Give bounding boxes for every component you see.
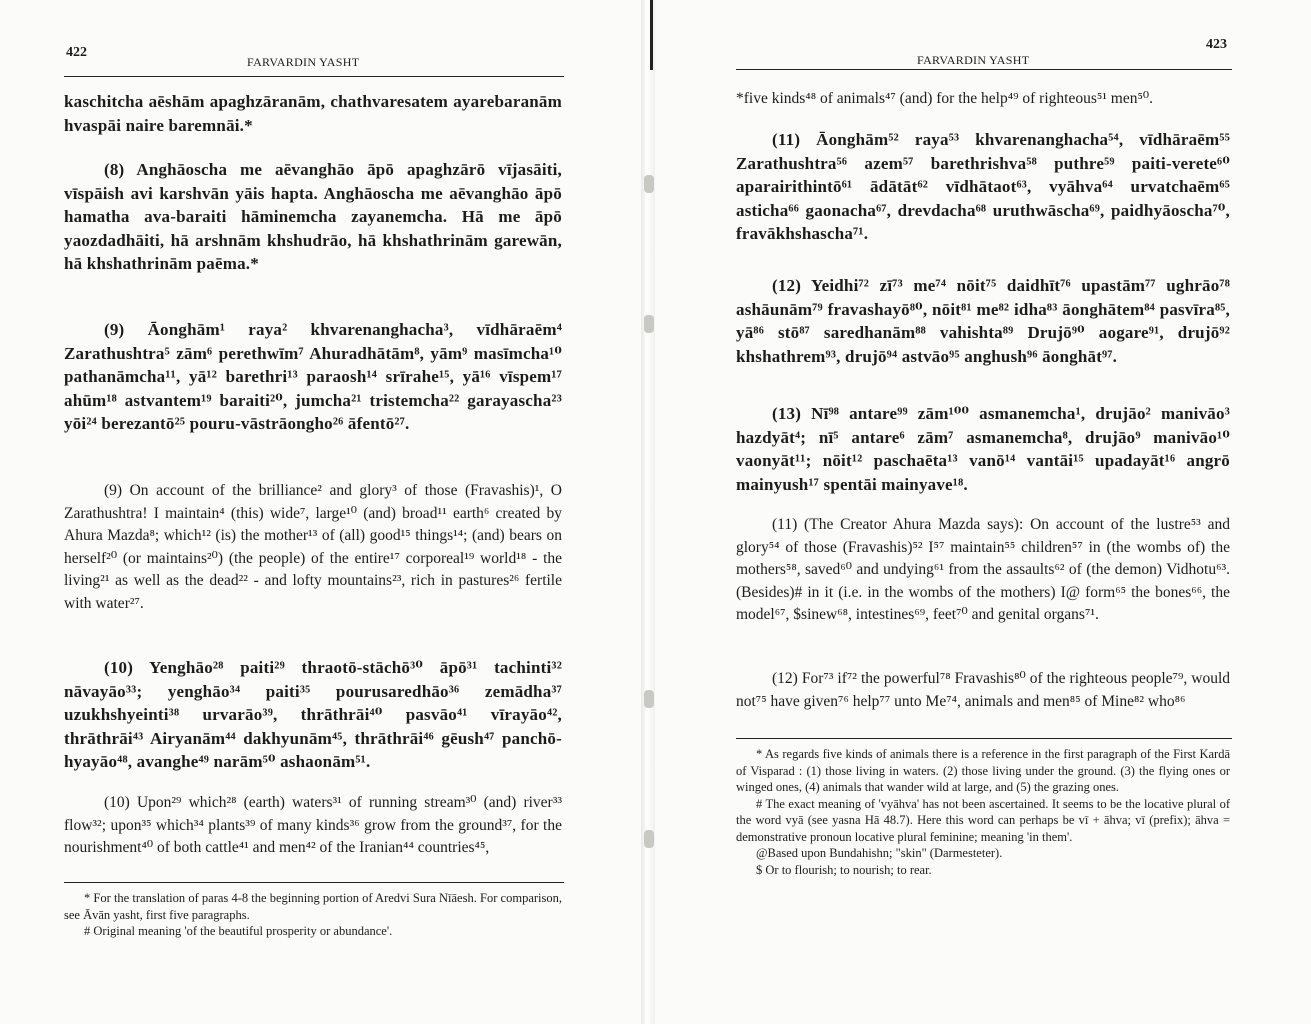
- gutter-shadow: [644, 315, 654, 333]
- left-page: [0, 0, 640, 1024]
- footnote: * As regards five kinds of animals there is a reference in the first paragraph of the First Kardā of Visparad : (1) those living in waters. (2) those living under the ground. (3) the flying ones or winged ones, (4) animals that wander wild at large, and (5) the grazing ones.: [736, 747, 1230, 794]
- footnote: # Original meaning 'of the beautiful prosperity or abundance'.: [84, 924, 393, 938]
- running-head: FARVARDIN YASHT: [917, 53, 1030, 67]
- avestan-paragraph: (9) Āonghām¹ raya² khvarenanghacha³, vīdhāraēm⁴ Zarathushtra⁵ zām⁶ perethwīm⁷ Ahuradhātām⁸, yām⁹ masīmcha¹⁰ pathanāmcha¹¹, yā¹² barethri¹³ paraosh¹⁴ srīrahe¹⁵, yā¹⁶ vīspem¹⁷ ahūm¹⁸ astvantem¹⁹ baraiti²⁰, jumcha²¹ tristemcha²² garayascha²³ yōi²⁴ berezantō²⁵ pouru-vāstrāongho²⁶ āfentō²⁷.: [64, 320, 562, 433]
- footnote-rule: [736, 738, 1232, 739]
- page-number: 423: [1206, 37, 1227, 52]
- translation-paragraph: (11) (The Creator Ahura Mazda says): On account of the lustre⁵³ and glory⁵⁴ of those (Fravashis)⁵² I⁵⁷ maintain⁵⁵ children⁵⁷ in (the wombs of) the mothers⁵⁸, saved⁶⁰ and undying⁶¹ from the assaults⁶² of (the demon) Vidhotu⁶³. (Besides)# in it (i.e. in the wombs of the mothers) I@ form⁶⁵ the bones⁶⁶, the model⁶⁷, $sinew⁶⁸, intestines⁶⁹, feet⁷⁰ and genital organs⁷¹.: [736, 516, 1230, 623]
- gutter-shadow: [644, 830, 654, 848]
- right-page: [655, 0, 1311, 1024]
- avestan-paragraph: (11) Āonghām⁵² raya⁵³ khvarenanghacha⁵⁴, vīdhāraēm⁵⁵ Zarathushtra⁵⁶ azem⁵⁷ barethrishva⁵⁸ puthre⁵⁹ paiti-verete⁶⁰ aparairithintō⁶¹ ādātāt⁶² vīdhātaot⁶³, vyāhva⁶⁴ urvatchaēm⁶⁵ asticha⁶⁶ gaonacha⁶⁷, drevdacha⁶⁸ uruthwāscha⁶⁹, paidhyāoscha⁷⁰, fravākhshascha⁷¹.: [736, 130, 1230, 243]
- page-number: 422: [66, 45, 87, 60]
- avestan-paragraph: (10) Yenghāo²⁸ paiti²⁹ thraotō-stāchō³⁰ āpō³¹ tachinti³² nāvayāo³³; yenghāo³⁴ paiti³⁵ pourusaredhāo³⁶ zemādha³⁷ uzukhshyeinti³⁸ urvarāo³⁹, thrāthrāi⁴⁰ pasvāo⁴¹ vīrayāo⁴², thrāthrāi⁴³ Airyanām⁴⁴ dakhyunām⁴⁵, thrāthrāi⁴⁶ gēush⁴⁷ panchō-hyayāo⁴⁸, avanghe⁴⁹ narām⁵⁰ ashaonām⁵¹.: [64, 658, 562, 771]
- translation-paragraph: *five kinds⁴⁸ of animals⁴⁷ (and) for the help⁴⁹ of righteous⁵¹ men⁵⁰.: [736, 90, 1153, 107]
- book-gutter: [641, 0, 655, 1024]
- header-rule: [736, 69, 1232, 70]
- footnotes: [64, 890, 562, 940]
- running-head: FARVARDIN YASHT: [247, 55, 360, 69]
- footnote: $ Or to flourish; to nourish; to rear.: [756, 862, 932, 877]
- avestan-paragraph: (8) Anghāoscha me aēvanghāo āpō apaghzārō vījasāiti, vīspāish avi karshvān yāis hapta. Anghāoscha me aēvanghāo āpō hamatha ava-baraiti hāminemcha zayanemcha. Hā me āpō yaozdadhāiti, hā arshnām khshudrāo, hā khshathrinām garewān, hā khshathrinām paēma.*: [64, 160, 562, 273]
- gutter-edge-mark: [650, 0, 653, 70]
- header-rule: [64, 76, 564, 77]
- footnote: # The exact meaning of 'vyāhva' has not been ascertained. It seems to be the locative plural of the word vyā (see yasna Hā 48.7). Here this word can perhaps be vī + āhva; vī (prefix); āhva = demonstrative pronoun locative plural feminine; meaning 'in them'.: [736, 796, 1230, 844]
- avestan-paragraph: (12) Yeidhi⁷² zī⁷³ me⁷⁴ nōit⁷⁵ daidhīt⁷⁶ upastām⁷⁷ ughrāo⁷⁸ ashāunām⁷⁹ fravashayō⁸⁰, nōit⁸¹ me⁸² idha⁸³ āonghātem⁸⁴ pasvīra⁸⁵, yā⁸⁶ stō⁸⁷ saredhanām⁸⁸ vahishta⁸⁹ Drujō⁹⁰ aogare⁹¹, drujō⁹² khshathrem⁹³, drujō⁹⁴ astvāo⁹⁵ anghush⁹⁶ āonghāt⁹⁷.: [736, 276, 1230, 366]
- translation-paragraph: (9) On account of the brilliance² and glory³ of those (Fravashis)¹, O Zarathushtra! I maintain⁴ (this) wide⁷, large¹⁰ (and) broad¹¹ earth⁶ created by Ahura Mazda⁸; which¹² (is) the mother¹³ of (all) good¹⁵ things¹⁴; (and) bears on herself²⁰ (or maintains²⁰) (the people) of the entire¹⁷ corporeal¹⁹ world¹⁸ - the living²¹ as well as the dead²² - and lofty mountains²³, rich in pastures²⁶ fertile with water²⁷.: [64, 482, 562, 612]
- gutter-shadow: [644, 690, 654, 708]
- gutter-shadow: [644, 175, 654, 193]
- footnote-rule: [64, 882, 564, 883]
- avestan-paragraph: kaschitcha aēshām apaghzāranām, chathvaresatem ayarebaranām hvaspāi naire baremnāi.*: [64, 92, 562, 135]
- footnotes: [736, 746, 1230, 878]
- avestan-paragraph: (13) Nī⁹⁸ antare⁹⁹ zām¹⁰⁰ asmanemcha¹, drujāo² manivāo³ hazdyāt⁴; nī⁵ antare⁶ zām⁷ asmanemcha⁸, drujāo⁹ manivāo¹⁰ vaonyāt¹¹; nōit¹² paschaēta¹³ vanō¹⁴ vantāi¹⁵ upadayāt¹⁶ angrō mainyush¹⁷ spentāi mainyave¹⁸.: [736, 404, 1230, 494]
- translation-paragraph: (12) For⁷³ if⁷² the powerful⁷⁸ Fravashis⁸⁰ of the righteous people⁷⁹, would not⁷⁵ have given⁷⁶ help⁷⁷ unto Me⁷⁴, animals and men⁸⁵ of Mine⁸² who⁸⁶: [736, 670, 1230, 710]
- footnote: * For the translation of paras 4-8 the beginning portion of Aredvi Sura Nīāesh. For comparison, see Āvān yasht, first five paragraphs.: [64, 891, 562, 922]
- footnote: @Based upon Bundahishn; "skin" (Darmesteter).: [756, 846, 1003, 860]
- translation-paragraph: (10) Upon²⁹ which²⁸ (earth) waters³¹ of running stream³⁰ (and) river³³ flow³²; upon³⁵ which³⁴ plants³⁹ of many kinds³⁶ grow from the ground³⁷, for the nourishment⁴⁰ of both cattle⁴¹ and men⁴² of the Iranian⁴⁴ countries⁴⁵,: [64, 794, 562, 856]
